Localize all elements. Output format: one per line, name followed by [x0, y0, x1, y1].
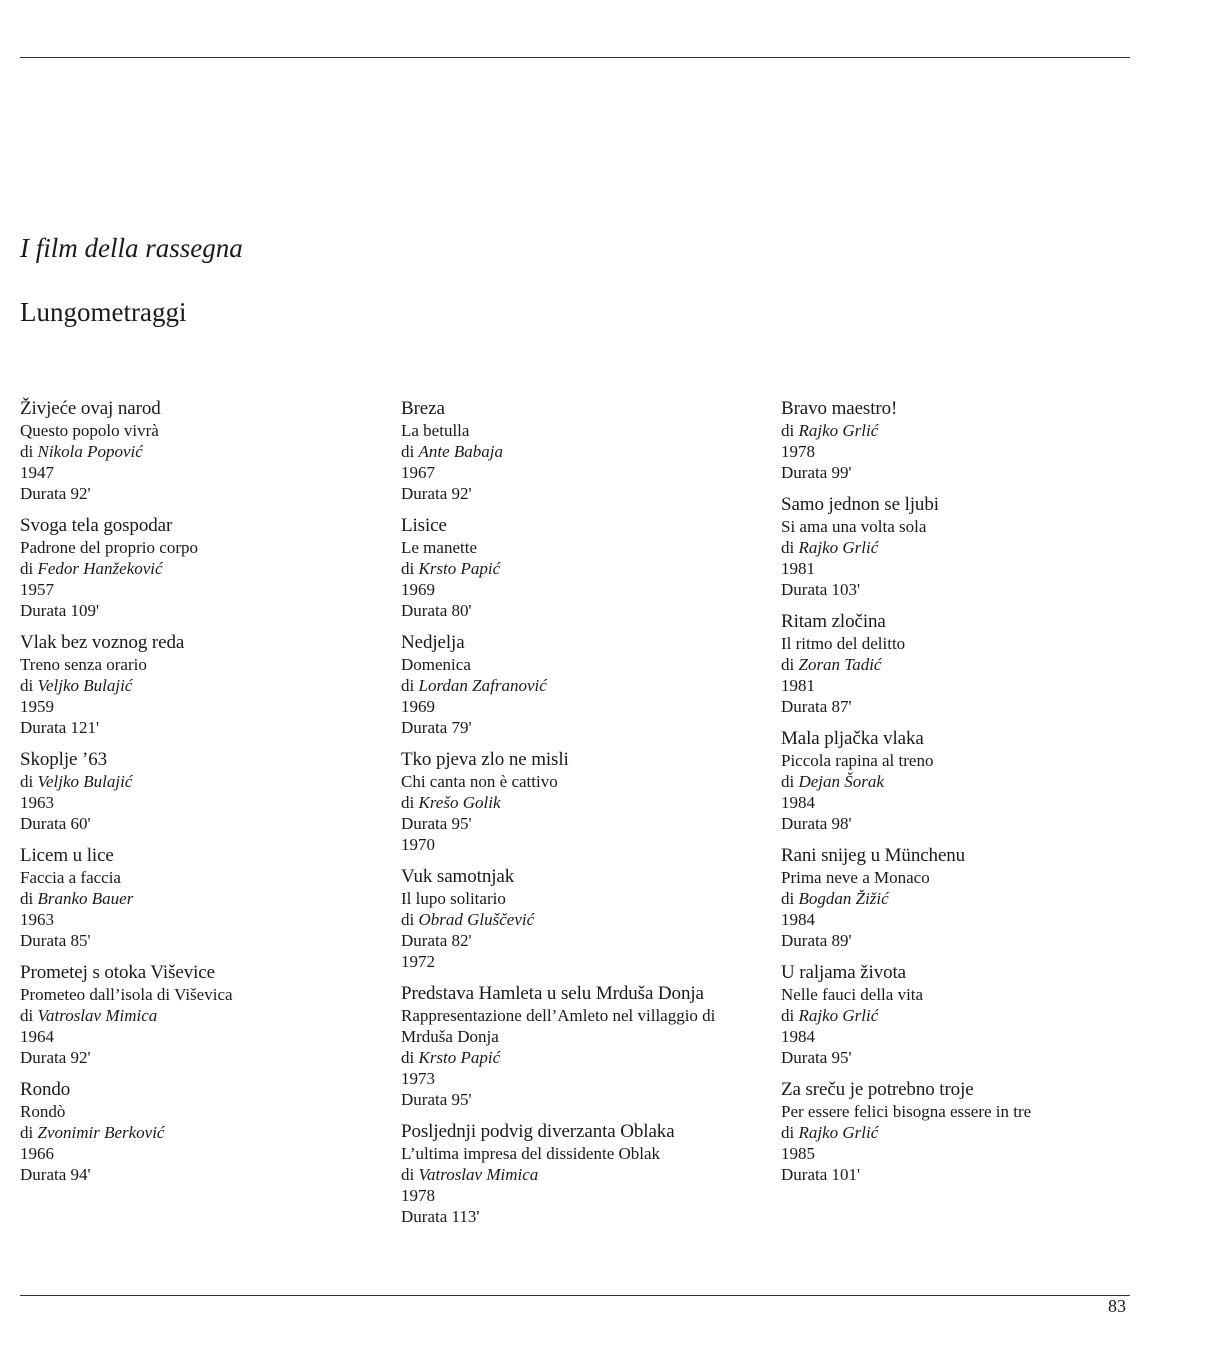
director-name: Krsto Papić	[418, 1048, 501, 1067]
film-detail: Durata 95'	[401, 1090, 472, 1109]
director-name: Rajko Grlić	[798, 538, 879, 557]
film-italian-title: Padrone del proprio corpo	[20, 538, 198, 557]
film-entry	[781, 727, 1081, 834]
director-name: Veljko Bulajić	[37, 772, 133, 791]
film-director	[781, 888, 1081, 909]
film-entry	[401, 865, 761, 972]
director-prefix: di	[401, 793, 415, 812]
film-entry	[401, 1120, 761, 1227]
film-director	[781, 1122, 1081, 1143]
film-entry	[401, 631, 761, 738]
bottom-rule	[20, 1295, 1130, 1296]
page-number: 83	[1108, 1296, 1126, 1316]
film-director	[20, 1122, 380, 1143]
film-column-3	[781, 397, 1081, 1195]
film-original-title: Vlak bez voznog reda	[20, 632, 185, 653]
film-detail: Durata 92'	[20, 484, 91, 503]
director-name: Rajko Grlić	[798, 1123, 879, 1142]
film-detail: 1947	[20, 463, 54, 482]
film-italian-title: Treno senza orario	[20, 655, 147, 674]
director-prefix: di	[401, 1165, 415, 1184]
film-italian-title: La betulla	[401, 421, 470, 440]
director-prefix: di	[20, 1123, 34, 1142]
section-subtitle: Lungometraggi	[20, 297, 187, 327]
director-prefix: di	[20, 772, 34, 791]
director-prefix: di	[401, 1048, 415, 1067]
film-entry	[781, 1078, 1081, 1185]
film-entry	[401, 514, 761, 621]
film-director	[20, 558, 380, 579]
film-original-title: Svoga tela gospodar	[20, 515, 173, 536]
film-italian-title: Questo popolo vivrà	[20, 421, 159, 440]
film-detail: Durata 85'	[20, 931, 91, 950]
film-italian-title: L’ultima impresa del dissidente Oblak	[401, 1144, 661, 1163]
director-prefix: di	[781, 889, 795, 908]
director-name: Branko Bauer	[37, 889, 134, 908]
film-director	[401, 1164, 761, 1185]
film-italian-title: Rappresentazione dell’Amleto nel villaggio di	[401, 1006, 716, 1025]
film-detail: 1970	[401, 835, 435, 854]
film-original-title: Lisice	[401, 515, 447, 536]
film-entry	[20, 748, 380, 834]
film-entry	[781, 844, 1081, 951]
film-detail: 1984	[781, 1027, 815, 1046]
film-entry	[20, 844, 380, 951]
film-entry	[401, 748, 761, 855]
film-entry	[20, 514, 380, 621]
film-entry	[781, 610, 1081, 717]
director-name: Obrad Gluščević	[418, 910, 535, 929]
director-name: Zvonimir Berković	[37, 1123, 165, 1142]
film-italian-title: Faccia a faccia	[20, 868, 121, 887]
director-prefix: di	[401, 676, 415, 695]
film-italian-title: Prometeo dall’isola di Viševica	[20, 985, 233, 1004]
film-original-title: Rani snijeg u Münchenu	[781, 845, 966, 866]
film-original-title: U raljama života	[781, 962, 907, 983]
film-detail: Durata 60'	[20, 814, 91, 833]
film-original-title: Nedjelja	[401, 632, 465, 653]
film-original-title: Breza	[401, 398, 445, 419]
film-director	[781, 1005, 1081, 1026]
film-director	[401, 675, 761, 696]
film-detail: 1959	[20, 697, 54, 716]
film-column-2	[401, 397, 761, 1237]
director-prefix: di	[20, 889, 34, 908]
film-detail: Durata 89'	[781, 931, 852, 950]
film-detail: Durata 103'	[781, 580, 861, 599]
director-name: Bogdan Žižić	[798, 889, 889, 908]
director-name: Lordan Zafranović	[418, 676, 547, 695]
director-prefix: di	[781, 421, 795, 440]
film-director	[401, 792, 761, 813]
film-entry	[781, 493, 1081, 600]
film-entry	[781, 397, 1081, 483]
film-italian-title: Si ama una volta sola	[781, 517, 927, 536]
film-detail: 1969	[401, 697, 435, 716]
film-director	[20, 675, 380, 696]
film-original-title: Ritam zločina	[781, 611, 886, 632]
film-detail: 1984	[781, 910, 815, 929]
film-detail: Durata 87'	[781, 697, 852, 716]
director-name: Dejan Šorak	[798, 772, 884, 791]
film-detail: 1978	[781, 442, 815, 461]
section-title: I film della rassegna	[20, 233, 243, 263]
top-rule	[20, 57, 1130, 58]
director-name: Veljko Bulajić	[37, 676, 133, 695]
film-detail: Durata 92'	[20, 1048, 91, 1067]
film-column-1	[20, 397, 380, 1195]
film-detail: 1978	[401, 1186, 435, 1205]
director-prefix: di	[781, 772, 795, 791]
director-prefix: di	[401, 559, 415, 578]
director-prefix: di	[401, 442, 415, 461]
film-entry	[401, 397, 761, 504]
film-original-title: Licem u lice	[20, 845, 114, 866]
film-director	[781, 537, 1081, 558]
film-original-title: Prometej s otoka Viševice	[20, 962, 215, 983]
film-detail: 1973	[401, 1069, 435, 1088]
film-entry	[781, 961, 1081, 1068]
director-name: Rajko Grlić	[798, 1006, 879, 1025]
film-detail: Durata 95'	[401, 814, 472, 833]
film-director	[781, 654, 1081, 675]
film-entry	[20, 1078, 380, 1185]
director-name: Krešo Golik	[418, 793, 501, 812]
film-detail: Durata 98'	[781, 814, 852, 833]
director-prefix: di	[20, 676, 34, 695]
film-entry	[20, 631, 380, 738]
film-detail: Durata 82'	[401, 931, 472, 950]
director-name: Vatroslav Mimica	[37, 1006, 158, 1025]
film-original-title: Vuk samotnjak	[401, 866, 515, 887]
film-director	[401, 441, 761, 462]
film-original-title: Za sreču je potrebno troje	[781, 1079, 974, 1100]
film-detail: Durata 113'	[401, 1207, 480, 1226]
film-director	[20, 1005, 380, 1026]
film-director	[401, 909, 761, 930]
film-original-title: Rondo	[20, 1079, 71, 1100]
film-detail: 1969	[401, 580, 435, 599]
film-italian-title: Domenica	[401, 655, 471, 674]
film-original-title: Tko pjeva zlo ne misli	[401, 749, 569, 770]
film-italian-title: Mrduša Donja	[401, 1027, 499, 1046]
film-detail: Durata 121'	[20, 718, 100, 737]
film-detail: 1957	[20, 580, 54, 599]
film-detail: Durata 80'	[401, 601, 472, 620]
film-director	[781, 420, 1081, 441]
film-detail: 1963	[20, 793, 54, 812]
film-detail: Durata 92'	[401, 484, 472, 503]
director-name: Krsto Papić	[418, 559, 501, 578]
film-detail: Durata 95'	[781, 1048, 852, 1067]
film-detail: 1984	[781, 793, 815, 812]
film-director	[401, 558, 761, 579]
film-detail: 1966	[20, 1144, 54, 1163]
film-detail: Durata 99'	[781, 463, 852, 482]
film-italian-title: Piccola rapina al treno	[781, 751, 934, 770]
film-original-title: Živjeće ovaj narod	[20, 398, 161, 419]
film-detail: Durata 79'	[401, 718, 472, 737]
film-director	[781, 771, 1081, 792]
film-director	[401, 1047, 761, 1068]
film-director	[20, 771, 380, 792]
film-original-title: Posljednji podvig diverzanta Oblaka	[401, 1121, 675, 1142]
director-name: Ante Babaja	[418, 442, 503, 461]
film-italian-title: Per essere felici bisogna essere in tre	[781, 1102, 1032, 1121]
film-detail: 1967	[401, 463, 435, 482]
film-detail: Durata 94'	[20, 1165, 91, 1184]
director-prefix: di	[781, 1123, 795, 1142]
director-name: Rajko Grlić	[798, 421, 879, 440]
film-detail: Durata 101'	[781, 1165, 861, 1184]
film-detail: 1964	[20, 1027, 54, 1046]
film-original-title: Predstava Hamleta u selu Mrduša Donja	[401, 983, 704, 1004]
film-detail: 1981	[781, 559, 815, 578]
director-name: Zoran Tadić	[798, 655, 882, 674]
film-detail: 1963	[20, 910, 54, 929]
film-detail: 1981	[781, 676, 815, 695]
director-prefix: di	[781, 1006, 795, 1025]
film-original-title: Samo jednon se ljubi	[781, 494, 939, 515]
film-entry	[20, 961, 380, 1068]
film-detail: 1985	[781, 1144, 815, 1163]
director-name: Nikola Popović	[37, 442, 143, 461]
film-italian-title: Il lupo solitario	[401, 889, 506, 908]
film-original-title: Mala pljačka vlaka	[781, 728, 924, 749]
director-prefix: di	[20, 1006, 34, 1025]
film-original-title: Skoplje ’63	[20, 749, 108, 770]
director-prefix: di	[20, 442, 34, 461]
film-entry	[20, 397, 380, 504]
film-director	[20, 441, 380, 462]
director-name: Fedor Hanžeković	[37, 559, 163, 578]
film-italian-title: Le manette	[401, 538, 477, 557]
film-detail: Durata 109'	[20, 601, 100, 620]
director-prefix: di	[401, 910, 415, 929]
film-entry	[401, 982, 761, 1110]
film-italian-title: Prima neve a Monaco	[781, 868, 930, 887]
director-prefix: di	[20, 559, 34, 578]
director-name: Vatroslav Mimica	[418, 1165, 539, 1184]
film-italian-title: Rondò	[20, 1102, 66, 1121]
film-italian-title: Nelle fauci della vita	[781, 985, 924, 1004]
director-prefix: di	[781, 655, 795, 674]
film-italian-title: Chi canta non è cattivo	[401, 772, 558, 791]
film-director	[20, 888, 380, 909]
film-original-title: Bravo maestro!	[781, 398, 898, 419]
film-italian-title: Il ritmo del delitto	[781, 634, 906, 653]
film-detail: 1972	[401, 952, 435, 971]
director-prefix: di	[781, 538, 795, 557]
